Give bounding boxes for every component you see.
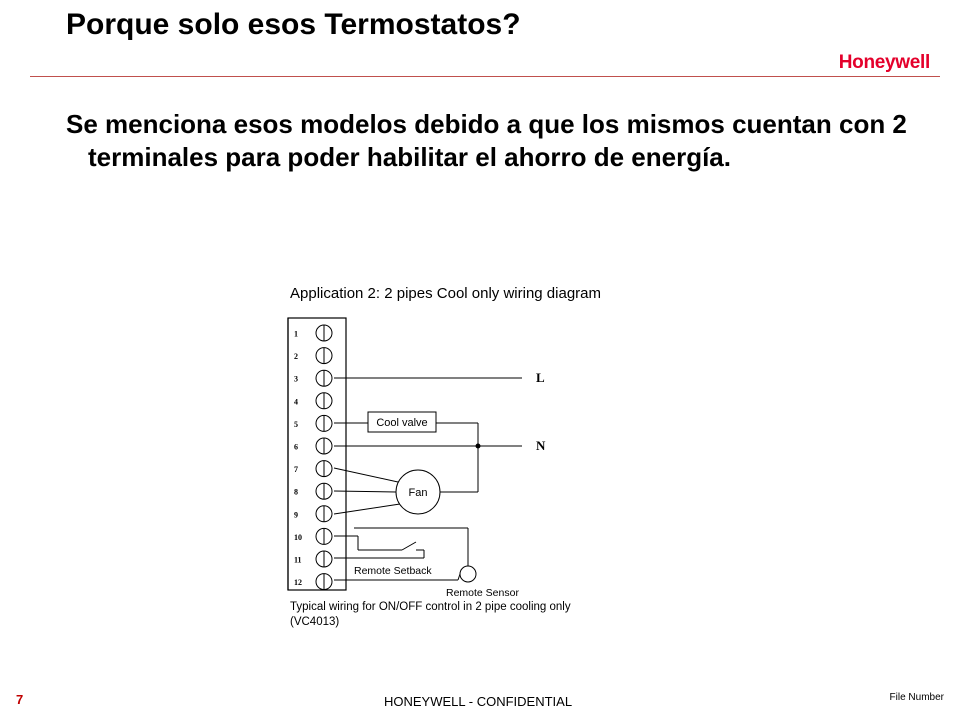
page-number: 7: [16, 692, 24, 707]
setback-switch: [402, 542, 416, 550]
bullet-text: Se menciona esos modelos debido a que los mismos cuentan con 2 terminales para poder habilitar el ahorro de energía.: [66, 109, 907, 172]
terminal-label: 5: [294, 419, 298, 429]
terminal-label: 7: [294, 465, 298, 475]
terminal-label: 1: [294, 329, 298, 339]
confidential-notice: HONEYWELL - CONFIDENTIAL: [384, 694, 573, 709]
figure-caption: Typical wiring for ON/OFF control in 2 pipe cooling only (VC4013): [290, 601, 571, 628]
label-N: N: [536, 438, 546, 453]
terminal-label: 9: [294, 510, 298, 520]
terminal-label: 3: [294, 374, 298, 384]
figure-title: Application 2: 2 pipes Cool only wiring diagram: [290, 285, 602, 302]
terminal-label: 8: [294, 487, 298, 497]
title-divider: [30, 76, 940, 77]
terminal-group: [294, 325, 332, 590]
remote-sensor-circle: [460, 566, 476, 582]
terminal-label: 4: [294, 397, 298, 407]
terminal-label: 11: [294, 555, 302, 565]
label-L: L: [536, 370, 545, 385]
file-number: File Number: [889, 692, 944, 703]
slide-title: Porque solo esos Termostatos?: [66, 8, 521, 41]
wiring-diagram: [284, 312, 744, 602]
label-remote-setback: Remote Setback: [354, 565, 432, 577]
terminal-label: 12: [294, 578, 302, 588]
label-fan: Fan: [408, 487, 428, 499]
label-remote-sensor: Remote Sensor: [446, 587, 519, 599]
label-cool-valve: Cool valve: [376, 417, 428, 429]
terminal-label: 10: [294, 532, 302, 542]
terminal-label: 6: [294, 442, 298, 452]
honeywell-logo: Honeywell: [838, 52, 930, 73]
wiring-diagram-figure: [284, 282, 744, 638]
terminal-label: 2: [294, 352, 298, 362]
